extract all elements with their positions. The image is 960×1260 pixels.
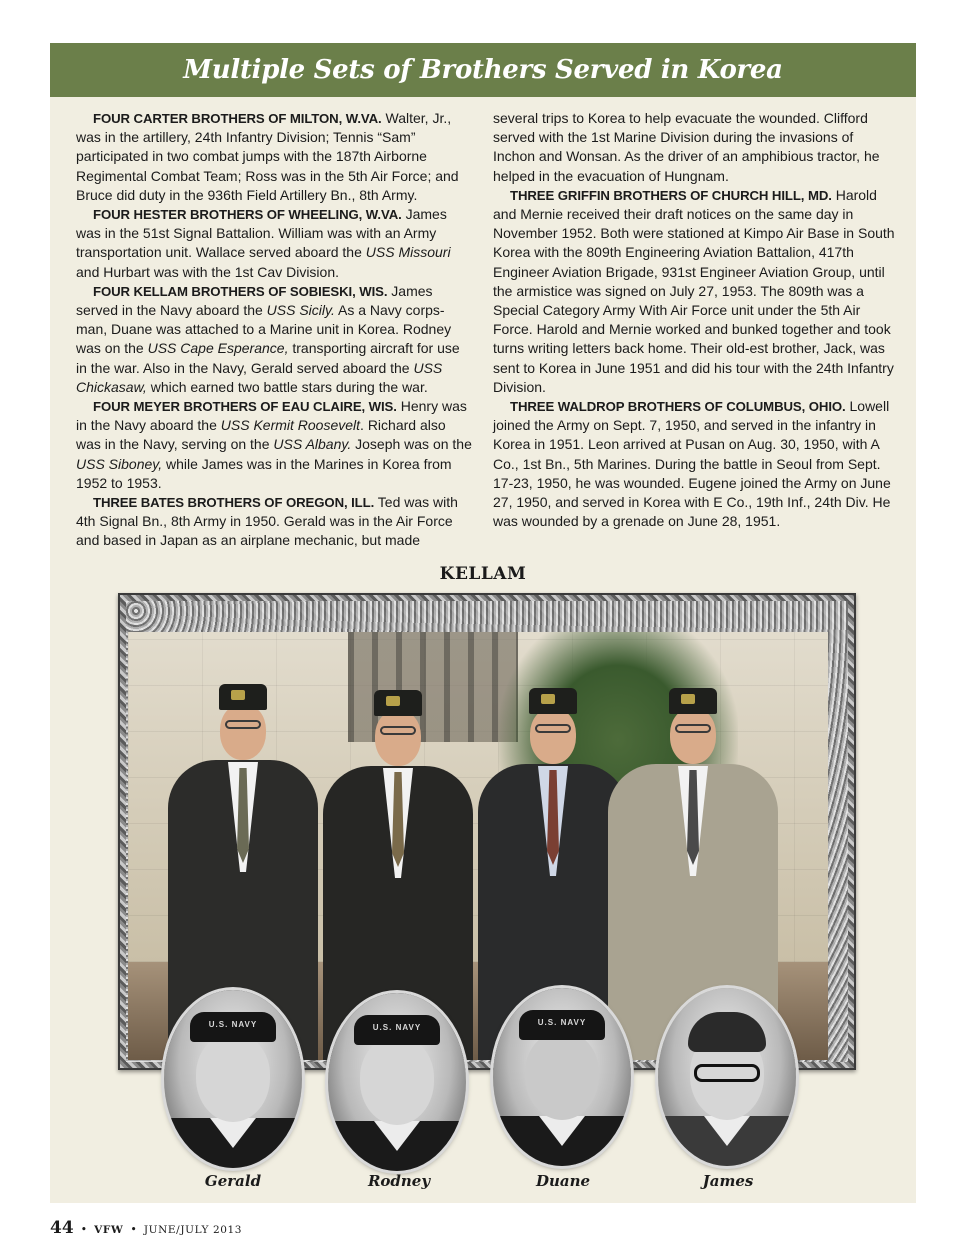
paragraph-text: . Richard also was in the Navy, serving on the [76,417,446,453]
page-number: 44 [50,1218,74,1238]
issue-date: JUNE/JULY 2013 [143,1224,243,1236]
section-banner [50,43,916,97]
paragraph-text: Lowell joined the Army on Sept. 7, 1950, and served in the infantry in Korea in 1951. Leon arrived at Pusan on Aug. 30, 1950, with A Co., 1st Bn., 5th Marines. During the battle in Seoul from Sept. 17-23, 1950, he was wounded. Eugene joined the Army on June 27, 1950, and served in Korea with E Co., 19th Inf., 24th Div. He was wounded by a grenade on June 28, 1951. [493,398,891,530]
article-paragraph [76,205,474,282]
ship-name: USS Missouri [365,244,451,261]
article-paragraph [493,109,895,186]
paragraph-text: James served in the Navy aboard the [76,282,433,319]
footer-separator: • [80,1223,88,1236]
paragraph-lead: THREE BATES BROTHERS OF OREGON, ILL. [93,495,375,511]
article-paragraph [493,186,895,397]
paragraph-text: which earned two battle stars during the war. [146,378,428,395]
paragraph-text: several trips to Korea to help evacuate the wounded. Clifford served with the 1st Marine Division during the invasions of Inchon and Wonsan. As the driver of an amphibious tractor, he helped in the evacuation of Hungnam. [493,110,880,184]
paragraph-text: Walter, Jr., was in the artillery, 24th Infantry Division; Tennis “Sam” participated in two combat jumps with the 187th Airborne Regimental Combat Team; Ross was in the 5th Air Force; and Bruce did duty in the 936th Field Artillery Bn., 8th Army. [76,110,459,203]
article-paragraph [76,397,474,493]
paragraph-text: Henry was in the Navy aboard the [76,398,467,434]
article-title: Multiple Sets of Brothers Served in Korea [183,55,783,85]
paragraph-text: As a Navy corps-man, Duane was attached to a Marine unit in Korea. Rodney was on the [76,302,452,357]
ship-name: USS Cape Esperance, [147,340,289,357]
paragraph-lead: THREE WALDROP BROTHERS OF COLUMBUS, OHIO. [510,399,846,415]
paragraph-text: while James was in the Marines in Korea from 1952 to 1953. [76,455,452,491]
ship-name: USS Siboney, [76,455,163,472]
paragraph-lead: FOUR HESTER BROTHERS OF WHEELING, W.VA. [93,207,402,223]
paragraph-text: transporting aircraft for use in the war. Also in the Navy, Gerald served aboard the [76,340,460,376]
caption-duane: Duane [535,1172,591,1190]
paragraph-text: Harold and Mernie received their draft notices on the same day in November 1952. Both were stationed at Kimpo Air Base in South Korea with the 809th Engineering Aviation Battalion, 417th Engineer Aviation Brigade, 931st Engineer Aviation Group, until the armistice was signed on July 27, 1953. The 809th was a Special Category Army With Air Force unit under the 5th Air Force. Harold and Mernie worked and bunked together and took turns writing letters back home. Their old-est brother, Jack, was sent to Korea in June 1951 and did his tour with the 24th Infantry Division. [493,186,895,395]
portrait-gerald: U.S. NAVY [164,990,302,1168]
portrait-rodney: U.S. NAVY [328,993,466,1171]
paragraph-lead: THREE GRIFFIN BROTHERS OF CHURCH HILL, MD. [510,187,832,203]
caption-rodney: Rodney [367,1172,431,1190]
article-paragraph [76,493,474,551]
page-footer [50,1218,242,1238]
caption-gerald: Gerald [204,1172,262,1190]
ship-name: USS Albany. [273,436,352,453]
photo-heading: KELLAM [439,564,527,584]
article-column-right [493,109,895,531]
magazine-name: VFW [94,1224,124,1236]
paragraph-lead: FOUR MEYER BROTHERS OF EAU CLAIRE, WIS. [93,399,397,415]
paragraph-text: Joseph was on the [351,436,472,453]
ship-name: USS Kermit Roosevelt [220,417,361,434]
footer-separator: • [130,1223,137,1236]
article-column-left [76,109,474,551]
portrait-duane: U.S. NAVY [493,988,631,1166]
paragraph-text: Ted was with 4th Signal Bn., 8th Army in 1950. Gerald was in the Air Force and based in Japan as an airplane mechanic, but made [76,494,458,549]
article-paragraph [76,282,474,397]
paragraph-text: James was in the 51st Signal Battalion. William was with an Army transportation unit. Wallace served aboard the [76,206,447,261]
portrait-james [658,988,796,1166]
paragraph-lead: FOUR CARTER BROTHERS OF MILTON, W.VA. [93,111,382,126]
article-paragraph [493,397,895,531]
caption-james: James [702,1172,754,1190]
paragraph-text: and Hurbart was with the 1st Cav Division. [76,263,339,280]
portrait-row [50,985,916,1185]
paragraph-lead: FOUR KELLAM BROTHERS OF SOBIESKI, WIS. [93,283,388,299]
article-paragraph [76,109,474,205]
ship-name: USS Chickasaw, [76,359,443,395]
ship-name: USS Sicily. [266,302,335,319]
